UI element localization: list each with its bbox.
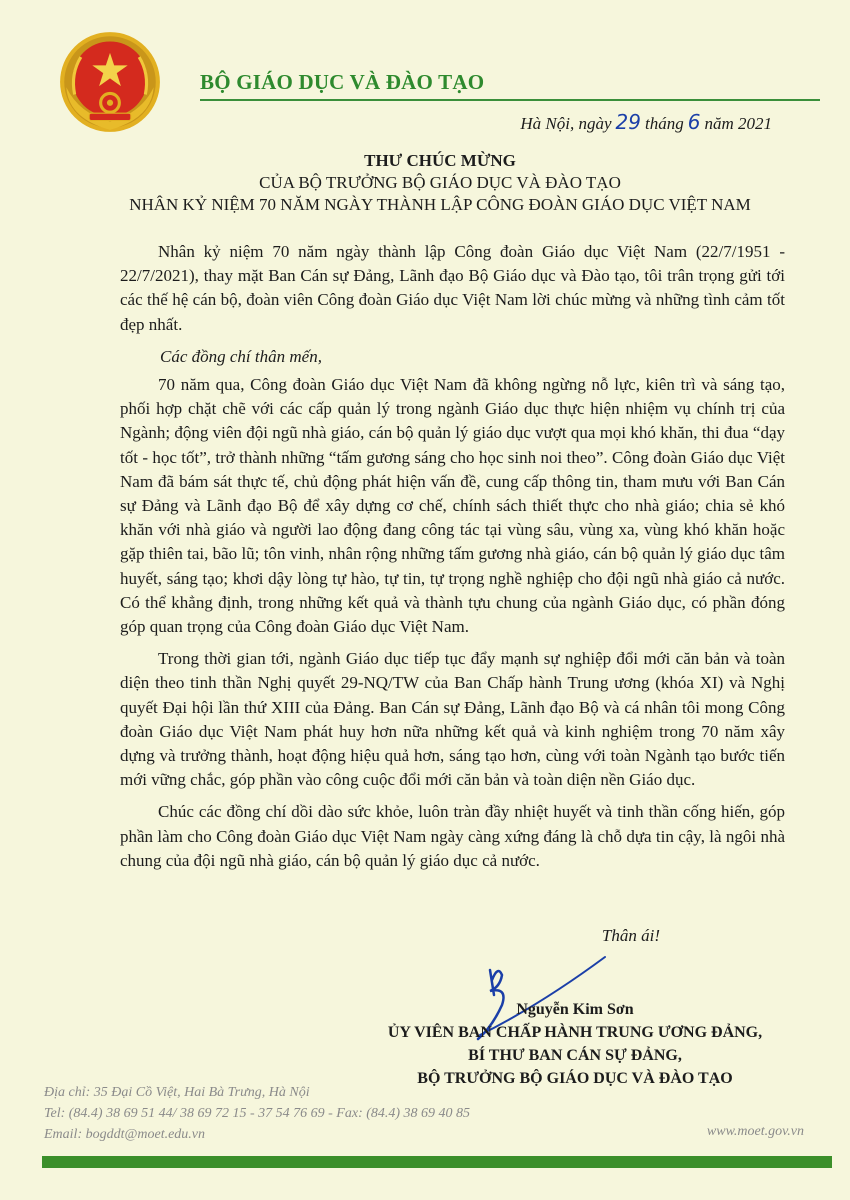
signer-block [350,998,800,1090]
signer-title-3: BỘ TRƯỞNG BỘ GIÁO DỤC VÀ ĐÀO TẠO [417,1070,733,1087]
signer-title-2: BÍ THƯ BAN CÁN SỰ ĐẢNG, [468,1047,682,1064]
letter-title: THƯ CHÚC MỪNG [364,151,516,170]
letter-title-block [100,150,780,216]
paragraph-3: Trong thời gian tới, ngành Giáo dục tiếp tục đẩy mạnh sự nghiệp đổi mới căn bản và toàn diện theo tinh thần Nghị quyết 29-NQ/TW của Ban Chấp hành Trung ương (khóa XI) và Nghị quyết Đại hội lần thứ XIII của Đảng. Ban Cán sự Đảng, Lãnh đạo Bộ và cá nhân tôi mong Công đoàn Giáo dục Việt Nam phát huy hơn nữa những kết quả và kinh nghiệm trong 70 năm xây dựng và trưởng thành, hoạt động hiệu quả hơn, sáng tạo hơn, cùng với toàn Ngành tạo bước tiến mới vững chắc, góp phần vào công cuộc đổi mới căn bản và toàn diện nền Giáo dục. [120,649,785,790]
footer-website: www.moet.gov.vn [706,1124,804,1139]
footer-address: Địa chỉ: 35 Đại Cồ Việt, Hai Bà Trưng, Hà Nội [44,1085,310,1100]
date-line [520,110,772,134]
date-year: năm 2021 [704,114,772,133]
date-day: 29 [615,110,641,134]
signer-name: Nguyễn Kim Sơn [516,1001,634,1018]
date-month-word: tháng [645,114,684,133]
paragraph-4: Chúc các đồng chí dồi dào sức khỏe, luôn tràn đầy nhiệt huyết và tinh thần cống hiến, góp phần làm cho Công đoàn Giáo dục Việt Nam ngày càng xứng đáng là chỗ dựa tin cậy, là ngôi nhà chung của đội ngũ nhà giáo, cán bộ quản lý giáo dục cả nước. [120,802,785,870]
footer-contact [44,1082,470,1145]
date-prefix: Hà Nội, ngày [520,114,612,133]
paragraph-1: Nhân kỷ niệm 70 năm ngày thành lập Công đoàn Giáo dục Việt Nam (22/7/1951 - 22/7/2021), thay mặt Ban Cán sự Đảng, Lãnh đạo Bộ Giáo dục và Đào tạo, tôi trân trọng gửi tới các thế hệ cán bộ, đoàn viên Công đoàn Giáo dục Việt Nam lời chúc mừng và những tình cảm tốt đẹp nhất. [120,242,785,334]
footer-tel: Tel: (84.4) 38 69 51 44/ 38 69 72 15 - 37 54 76 69 - Fax: (84.4) 38 69 40 85 [44,1106,471,1121]
letter-body [120,240,785,881]
date-month: 6 [687,110,701,134]
closing: Thân ái! [601,926,660,945]
letter-subtitle-1: CỦA BỘ TRƯỞNG BỘ GIÁO DỤC VÀ ĐÀO TẠO [259,173,621,192]
paragraph-2: 70 năm qua, Công đoàn Giáo dục Việt Nam đã không ngừng nỗ lực, kiên trì và sáng tạo, phối hợp chặt chẽ với các cấp quản lý trong ngành Giáo dục thực hiện nhiệm vụ chính trị của Ngành; động viên đội ngũ nhà giáo, cán bộ quản lý giáo dục vượt qua mọi khó khăn, thi đua “dạy tốt - học tốt”, trở thành những “tấm gương sáng cho học sinh noi theo”. Công đoàn Giáo dục Việt Nam đã bám sát thực tế, chủ động phát hiện vấn đề, cung cấp thông tin, tham mưu với Ban Cán sự Đảng và Lãnh đạo Bộ để xây dựng cơ chế, chính sách thiết thực cho nhà giáo; chia sẻ khó khăn với nhà giáo và người lao động đang công tác tại vùng sâu, vùng xa, vùng khó khăn hoặc gặp thiên tai, bão lũ; tôn vinh, nhân rộng những tấm gương nhà giáo, cán bộ quản lý giáo dục tâm huyết, sáng tạo; khơi dậy lòng tự hào, tự tin, tự trọng nghề nghiệp cho đội ngũ nhà giáo cả nước. Có thể khẳng định, trong những kết quả và thành tựu chung của ngành Giáo dục, có phần đóng góp quan trọng của Công đoàn Giáo dục Việt Nam. [120,375,785,637]
letter-subtitle-2: NHÂN KỶ NIỆM 70 NĂM NGÀY THÀNH LẬP CÔNG ĐOÀN GIÁO DỤC VIỆT NAM [129,195,751,214]
national-emblem-icon [58,30,162,134]
footer-bar [42,1156,832,1168]
ministry-name: BỘ GIÁO DỤC VÀ ĐÀO TẠO [200,70,485,94]
header-divider [200,99,820,101]
footer-email: Email: bogddt@moet.edu.vn [44,1127,206,1142]
signer-title-1: ỦY VIÊN BAN CHẤP HÀNH TRUNG ƯƠNG ĐẢNG, [387,1024,763,1041]
salutation: Các đồng chí thân mến, [160,346,322,366]
